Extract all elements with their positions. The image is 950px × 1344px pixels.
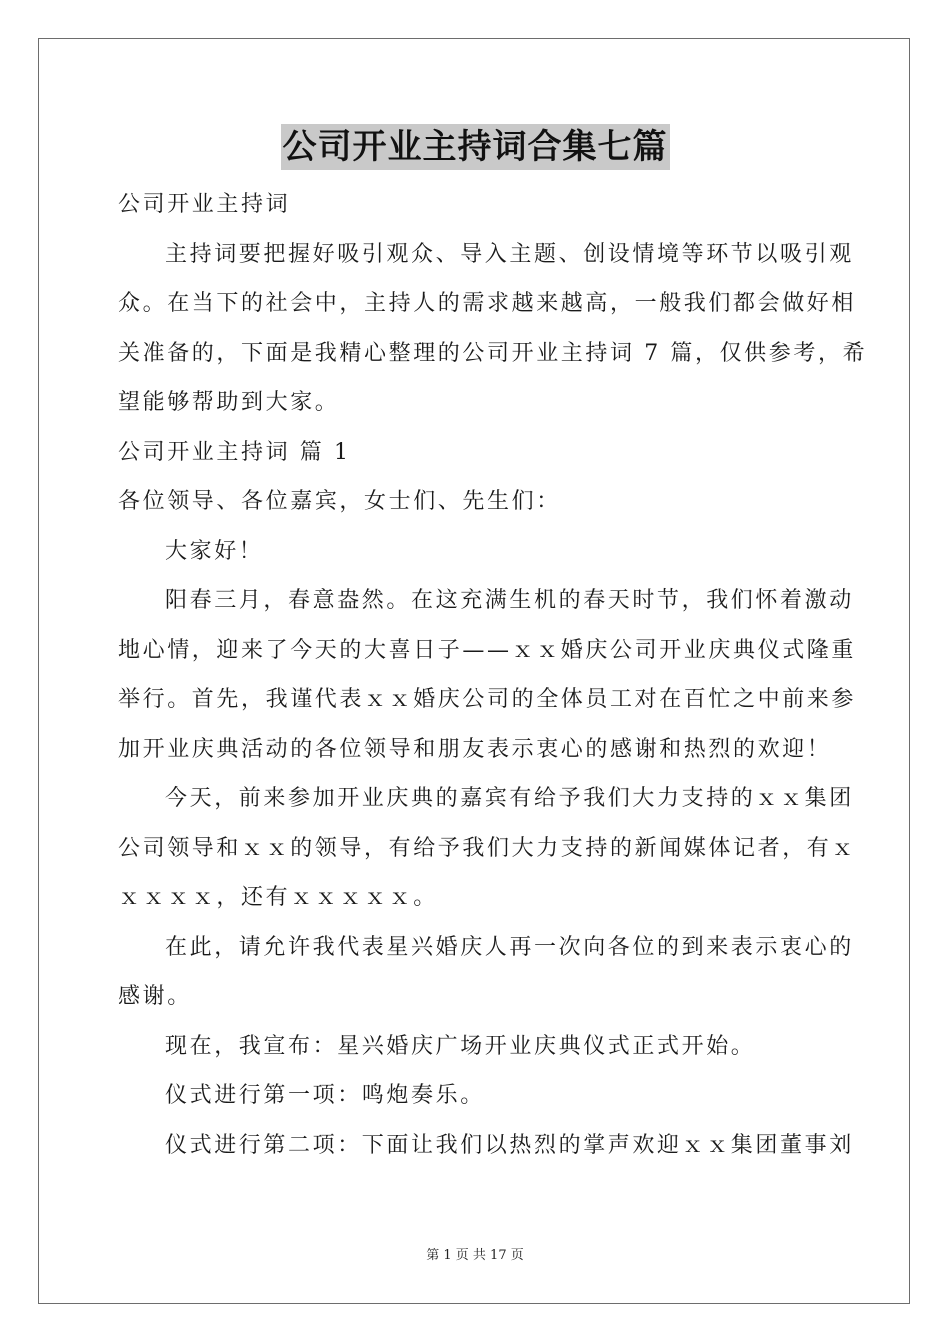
paragraph-line: 公司领导和ｘｘ的领导，有给予我们大力支持的新闻媒体记者，有ｘ	[118, 835, 857, 861]
paragraph-line: 关准备的，下面是我精心整理的公司开业主持词 7 篇，仅供参考，希	[118, 340, 868, 366]
document-title: 公司开业主持词合集七篇	[281, 124, 670, 170]
title-container	[0, 124, 950, 170]
paragraph-line: 加开业庆典活动的各位领导和朋友表示衷心的感谢和热烈的欢迎！	[118, 736, 832, 762]
document-body	[118, 180, 868, 1170]
paragraph-line: ｘｘｘｘ，还有ｘｘｘｘｘ。	[118, 885, 438, 910]
paragraph-line: 在此，请允许我代表星兴婚庆人再一次向各位的到来表示衷心的	[165, 934, 854, 960]
paragraph-line: 阳春三月，春意盎然。在这充满生机的春天时节，我们怀着激动	[165, 588, 854, 613]
section-heading: 公司开业主持词	[118, 192, 291, 217]
paragraph-line: 主持词要把握好吸引观众、导入主题、创设情境等环节以吸引观	[165, 241, 854, 267]
paragraph-line: 今天，前来参加开业庆典的嘉宾有给予我们大力支持的ｘｘ集团	[165, 786, 854, 811]
paragraph-line: 现在，我宣布：星兴婚庆广场开业庆典仪式正式开始。	[165, 1033, 756, 1059]
paragraph-line: 仪式进行第二项：下面让我们以热烈的掌声欢迎ｘｘ集团董事刘	[165, 1132, 854, 1158]
section-heading: 公司开业主持词 篇 1	[118, 439, 351, 465]
paragraph-line: 仪式进行第一项：鸣炮奏乐。	[165, 1083, 485, 1108]
paragraph-line: 感谢。	[118, 984, 192, 1009]
paragraph-line: 地心情，迎来了今天的大喜日子——ｘｘ婚庆公司开业庆典仪式隆重	[118, 637, 857, 663]
paragraph-line: 举行。首先，我谨代表ｘｘ婚庆公司的全体员工对在百忙之中前来参	[118, 687, 857, 712]
salutation-line: 各位领导、各位嘉宾，女士们、先生们：	[118, 489, 561, 514]
paragraph-line: 望能够帮助到大家。	[118, 390, 340, 415]
page-footer: 第 1 页 共 17 页	[426, 1248, 524, 1263]
greeting-line: 大家好！	[165, 538, 264, 564]
paragraph-line: 众。在当下的社会中，主持人的需求越来越高，一般我们都会做好相	[118, 291, 857, 316]
